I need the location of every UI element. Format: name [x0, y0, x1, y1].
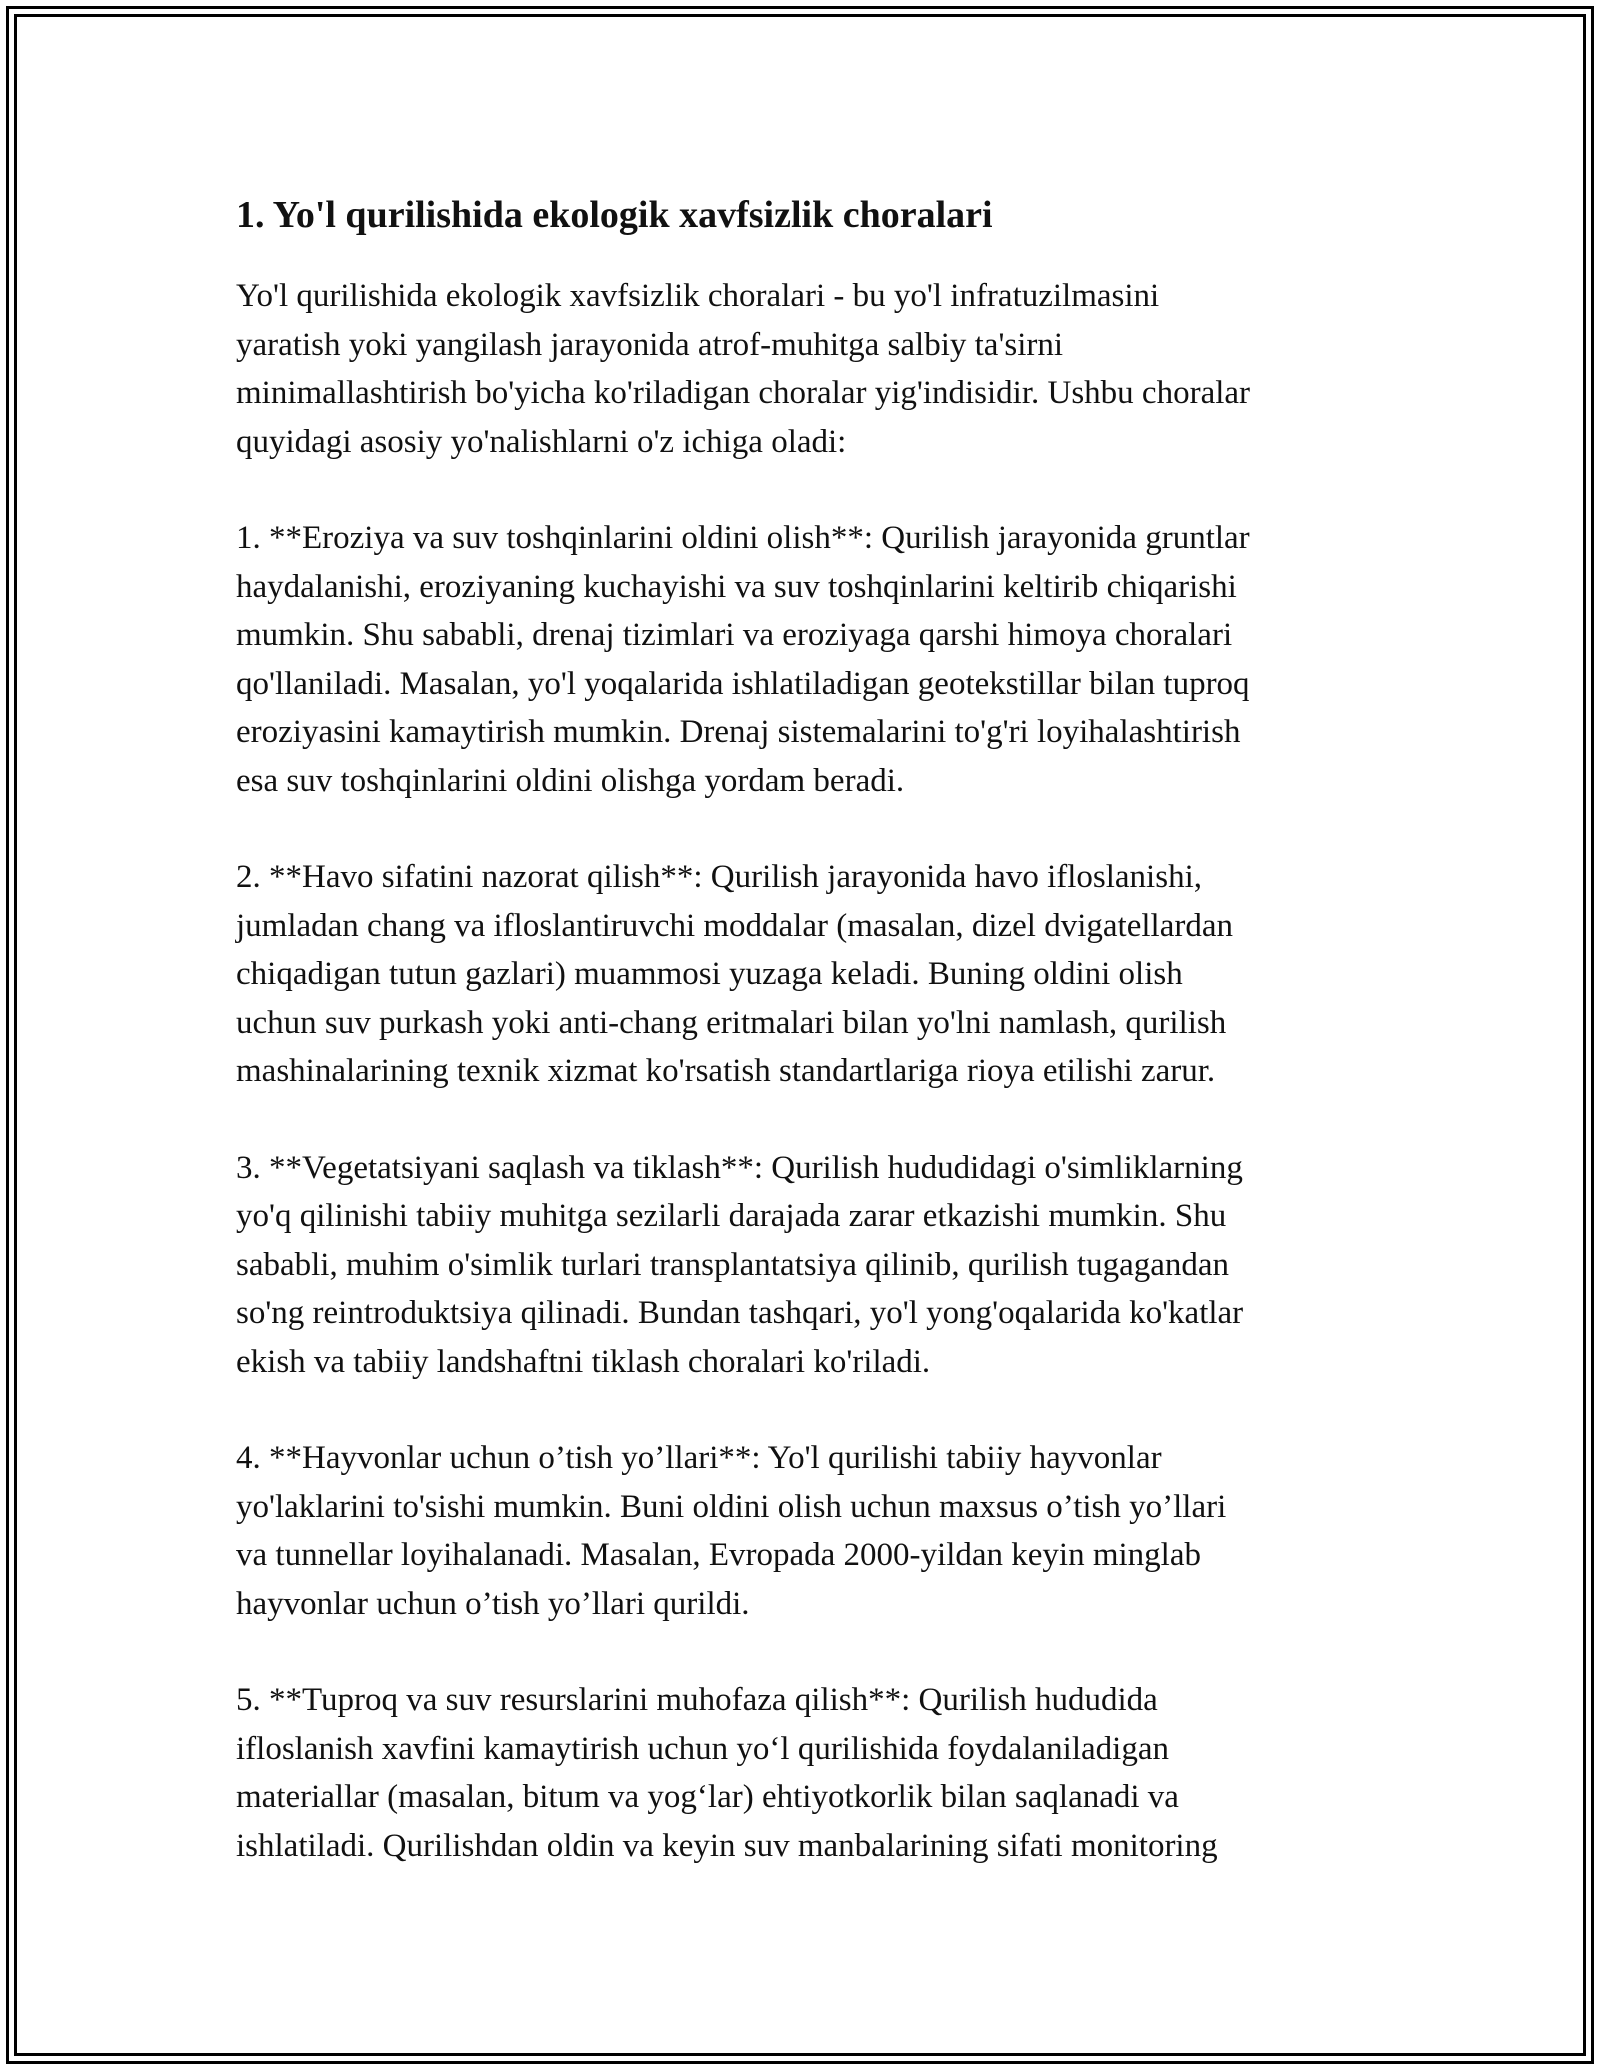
list-item: 3. **Vegetatsiyani saqlash va tiklash**: Qurilish hududidagi o'simliklarning yo'q qilinishi tabiiy muhitga sezilarli darajada zarar etkazishi mumkin. Shu sababli, muhim o'simlik turlari transplantatsiya qilinib, qurilish tugagandan so'ng reintroduktsiya qilinadi. Bundan tashqari, yo'l yong'oqalarida ko'katlar ekish va tabiiy landshaftni tiklash choralari ko'riladi. [236, 1149, 1244, 1380]
list-item: 1. **Eroziya va suv toshqinlarini oldini olish**: Qurilish jarayonida gruntlar haydalanishi, eroziyaning kuchayishi va suv toshqinlarini keltirib chiqarishi mumkin. Shu sababli, drenaj tizimlari va eroziyaga qarshi himoya choralari qo'llaniladi. Masalan, yo'l yoqalarida ishlatiladigan geotekstillar bilan tuproq eroziyasini kamaytirish mumkin. Drenaj sistemalarini to'g'ri loyihalashtirish esa suv toshqinlarini oldini olishga yordam beradi. [236, 520, 1250, 799]
list-item: 5. **Tuproq va suv resurslarini muhofaza qilish**: Qurilish hududida ifloslanish xavfini kamaytirish uchun yo‘l qurilishida foydalaniladigan materiallar (masalan, bitum va yog‘lar) ehtiyotkorlik bilan saqlanadi va ishlatiladi. Qurilishdan oldin va keyin suv manbalarining sifati monitoring [236, 1682, 1218, 1864]
document-title: 1. Yo'l qurilishida ekologik xavfsizlik choralari [236, 194, 993, 236]
intro-paragraph: Yo'l qurilishida ekologik xavfsizlik choralari - bu yo'l infratuzilmasini yaratish yoki yangilash jarayonida atrof-muhitga salbiy ta'sirni minimallashtirish bo'yicha ko'riladigan choralar yig'indisidir. Ushbu choralar quyidagi asosiy yo'nalishlarni o'z ichiga oladi: [236, 278, 1251, 460]
list-item: 2. **Havo sifatini nazorat qilish**: Qurilish jarayonida havo ifloslanishi, jumladan chang va ifloslantiruvchi moddalar (masalan, dizel dvigatellardan chiqadigan tutun gazlari) muammosi yuzaga keladi. Buning oldini olish uchun suv purkash yoki anti-chang eritmalari bilan yo'lni namlash, qurilish mashinalarining texnik xizmat ko'rsatish standartlariga rioya etilishi zarur. [236, 859, 1233, 1089]
list-item: 4. **Hayvonlar uchun o’tish yo’llari**: Yo'l qurilishi tabiiy hayvonlar yo'laklarini to'sishi mumkin. Buni oldini olish uchun maxsus o’tish yo’llari va tunnellar loyihalanadi. Masalan, Evropada 2000-yildan keyin minglab hayvonlar uchun o’tish yo’llari qurildi. [236, 1440, 1227, 1622]
document-body [236, 186, 1386, 1918]
